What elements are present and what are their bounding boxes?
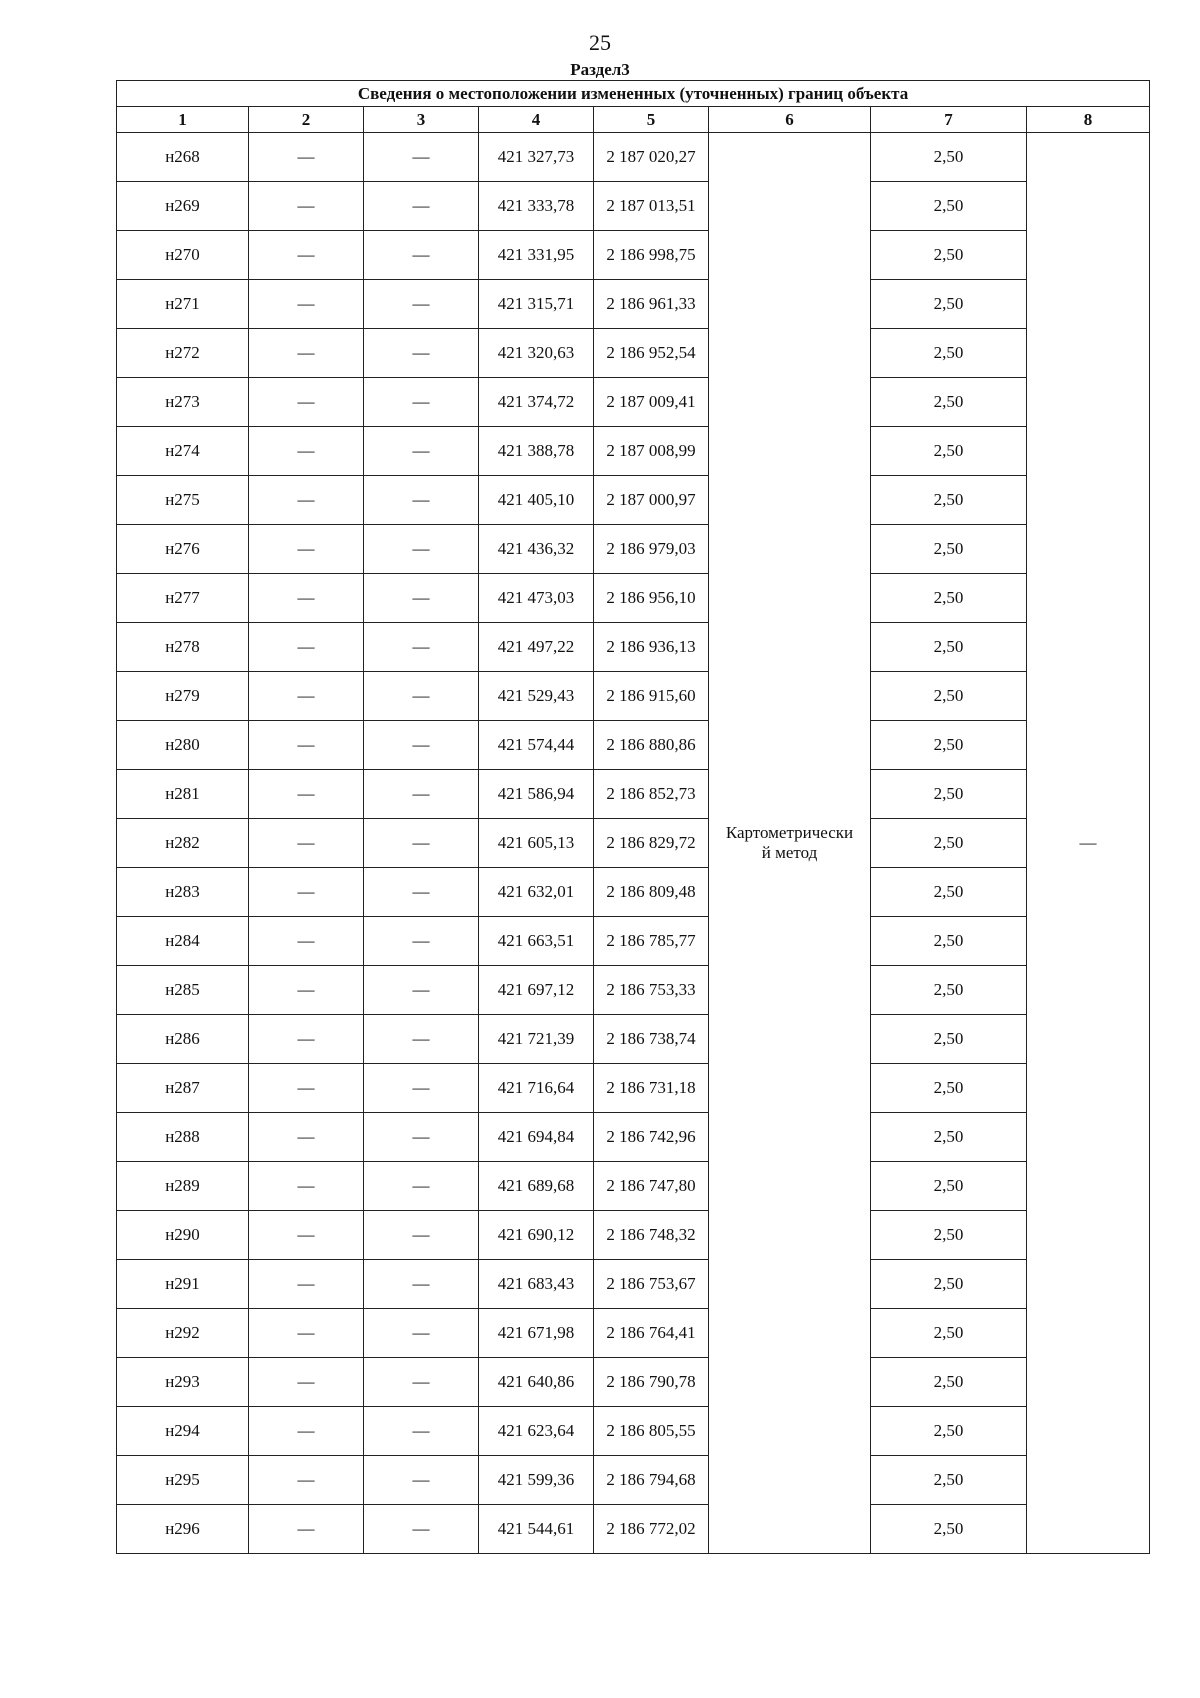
column-number-row	[117, 107, 1150, 133]
table-row	[117, 1162, 1150, 1211]
table-row	[117, 770, 1150, 819]
column3-cell: —	[364, 966, 479, 1015]
point-name-cell: н288	[117, 1113, 249, 1162]
column-number: 2	[249, 107, 364, 133]
y-coordinate-cell: 2 186 829,72	[594, 819, 709, 868]
column2-cell: —	[249, 1456, 364, 1505]
column-number: 6	[709, 107, 871, 133]
x-coordinate-cell: 421 388,78	[479, 427, 594, 476]
x-coordinate-cell: 421 529,43	[479, 672, 594, 721]
y-coordinate-cell: 2 187 013,51	[594, 182, 709, 231]
x-coordinate-cell: 421 694,84	[479, 1113, 594, 1162]
x-coordinate-cell: 421 605,13	[479, 819, 594, 868]
column3-cell: —	[364, 917, 479, 966]
table-row	[117, 868, 1150, 917]
accuracy-cell: 2,50	[871, 770, 1027, 819]
column3-cell: —	[364, 1211, 479, 1260]
point-name-cell: н286	[117, 1015, 249, 1064]
x-coordinate-cell: 421 697,12	[479, 966, 594, 1015]
x-coordinate-cell: 421 716,64	[479, 1064, 594, 1113]
table-row	[117, 525, 1150, 574]
x-coordinate-cell: 421 671,98	[479, 1309, 594, 1358]
accuracy-cell: 2,50	[871, 1309, 1027, 1358]
x-coordinate-cell: 421 405,10	[479, 476, 594, 525]
column3-cell: —	[364, 1358, 479, 1407]
point-name-cell: н289	[117, 1162, 249, 1211]
column2-cell: —	[249, 476, 364, 525]
y-coordinate-cell: 2 186 998,75	[594, 231, 709, 280]
y-coordinate-cell: 2 186 961,33	[594, 280, 709, 329]
table-row	[117, 1309, 1150, 1358]
column-number: 5	[594, 107, 709, 133]
y-coordinate-cell: 2 186 742,96	[594, 1113, 709, 1162]
y-coordinate-cell: 2 187 020,27	[594, 133, 709, 182]
y-coordinate-cell: 2 187 008,99	[594, 427, 709, 476]
column2-cell: —	[249, 672, 364, 721]
point-name-cell: н294	[117, 1407, 249, 1456]
column3-cell: —	[364, 1015, 479, 1064]
point-name-cell: н269	[117, 182, 249, 231]
column3-cell: —	[364, 819, 479, 868]
column3-cell: —	[364, 231, 479, 280]
point-name-cell: н291	[117, 1260, 249, 1309]
x-coordinate-cell: 421 497,22	[479, 623, 594, 672]
y-coordinate-cell: 2 186 956,10	[594, 574, 709, 623]
point-name-cell: н287	[117, 1064, 249, 1113]
accuracy-cell: 2,50	[871, 917, 1027, 966]
point-name-cell: н275	[117, 476, 249, 525]
column3-cell: —	[364, 329, 479, 378]
column2-cell: —	[249, 868, 364, 917]
point-name-cell: н284	[117, 917, 249, 966]
y-coordinate-cell: 2 186 753,33	[594, 966, 709, 1015]
accuracy-cell: 2,50	[871, 721, 1027, 770]
x-coordinate-cell: 421 374,72	[479, 378, 594, 427]
column-number: 3	[364, 107, 479, 133]
column2-cell: —	[249, 1358, 364, 1407]
table-row	[117, 476, 1150, 525]
accuracy-cell: 2,50	[871, 868, 1027, 917]
table-row	[117, 966, 1150, 1015]
column3-cell: —	[364, 525, 479, 574]
accuracy-cell: 2,50	[871, 525, 1027, 574]
table-row	[117, 574, 1150, 623]
table-row	[117, 133, 1150, 182]
column2-cell: —	[249, 133, 364, 182]
y-coordinate-cell: 2 186 915,60	[594, 672, 709, 721]
accuracy-cell: 2,50	[871, 1162, 1027, 1211]
section-label: Раздел3	[570, 60, 630, 79]
y-coordinate-cell: 2 186 790,78	[594, 1358, 709, 1407]
accuracy-cell: 2,50	[871, 1211, 1027, 1260]
point-name-cell: н292	[117, 1309, 249, 1358]
column8-cell: —	[1027, 133, 1150, 1554]
y-coordinate-cell: 2 186 748,32	[594, 1211, 709, 1260]
x-coordinate-cell: 421 544,61	[479, 1505, 594, 1554]
x-coordinate-cell: 421 640,86	[479, 1358, 594, 1407]
x-coordinate-cell: 421 436,32	[479, 525, 594, 574]
x-coordinate-cell: 421 683,43	[479, 1260, 594, 1309]
point-name-cell: н295	[117, 1456, 249, 1505]
table-row	[117, 182, 1150, 231]
column2-cell: —	[249, 966, 364, 1015]
column2-cell: —	[249, 917, 364, 966]
y-coordinate-cell: 2 186 794,68	[594, 1456, 709, 1505]
column2-cell: —	[249, 280, 364, 329]
y-coordinate-cell: 2 186 936,13	[594, 623, 709, 672]
column2-cell: —	[249, 1505, 364, 1554]
y-coordinate-cell: 2 186 772,02	[594, 1505, 709, 1554]
column3-cell: —	[364, 1505, 479, 1554]
column2-cell: —	[249, 1064, 364, 1113]
point-name-cell: н279	[117, 672, 249, 721]
column3-cell: —	[364, 623, 479, 672]
column2-cell: —	[249, 427, 364, 476]
column3-cell: —	[364, 1456, 479, 1505]
x-coordinate-cell: 421 320,63	[479, 329, 594, 378]
accuracy-cell: 2,50	[871, 1505, 1027, 1554]
x-coordinate-cell: 421 327,73	[479, 133, 594, 182]
table-row	[117, 672, 1150, 721]
y-coordinate-cell: 2 186 747,80	[594, 1162, 709, 1211]
table-row	[117, 1064, 1150, 1113]
column2-cell: —	[249, 1113, 364, 1162]
column2-cell: —	[249, 1309, 364, 1358]
point-name-cell: н278	[117, 623, 249, 672]
x-coordinate-cell: 421 689,68	[479, 1162, 594, 1211]
column3-cell: —	[364, 868, 479, 917]
accuracy-cell: 2,50	[871, 574, 1027, 623]
accuracy-cell: 2,50	[871, 378, 1027, 427]
table-row	[117, 1211, 1150, 1260]
column3-cell: —	[364, 133, 479, 182]
x-coordinate-cell: 421 599,36	[479, 1456, 594, 1505]
column2-cell: —	[249, 1211, 364, 1260]
column2-cell: —	[249, 378, 364, 427]
point-name-cell: н285	[117, 966, 249, 1015]
column3-cell: —	[364, 182, 479, 231]
column3-cell: —	[364, 378, 479, 427]
method-text-line2: й метод	[761, 843, 818, 862]
accuracy-cell: 2,50	[871, 476, 1027, 525]
column2-cell: —	[249, 1015, 364, 1064]
accuracy-cell: 2,50	[871, 623, 1027, 672]
y-coordinate-cell: 2 186 764,41	[594, 1309, 709, 1358]
column2-cell: —	[249, 231, 364, 280]
column-number: 8	[1027, 107, 1150, 133]
column3-cell: —	[364, 770, 479, 819]
column3-cell: —	[364, 280, 479, 329]
column3-cell: —	[364, 427, 479, 476]
column3-cell: —	[364, 1309, 479, 1358]
accuracy-cell: 2,50	[871, 1260, 1027, 1309]
point-name-cell: н280	[117, 721, 249, 770]
y-coordinate-cell: 2 186 952,54	[594, 329, 709, 378]
y-coordinate-cell: 2 186 738,74	[594, 1015, 709, 1064]
table-row	[117, 1505, 1150, 1554]
column2-cell: —	[249, 623, 364, 672]
accuracy-cell: 2,50	[871, 819, 1027, 868]
x-coordinate-cell: 421 574,44	[479, 721, 594, 770]
accuracy-cell: 2,50	[871, 133, 1027, 182]
column3-cell: —	[364, 1064, 479, 1113]
table-row	[117, 1358, 1150, 1407]
column-number: 1	[117, 107, 249, 133]
page-number: 25	[589, 30, 611, 55]
x-coordinate-cell: 421 331,95	[479, 231, 594, 280]
point-name-cell: н272	[117, 329, 249, 378]
point-name-cell: н270	[117, 231, 249, 280]
table-row	[117, 1015, 1150, 1064]
column3-cell: —	[364, 1113, 479, 1162]
column3-cell: —	[364, 1407, 479, 1456]
column2-cell: —	[249, 721, 364, 770]
table-row	[117, 329, 1150, 378]
table-row	[117, 280, 1150, 329]
point-name-cell: н282	[117, 819, 249, 868]
coordinates-table	[116, 80, 1150, 1554]
accuracy-cell: 2,50	[871, 1407, 1027, 1456]
point-name-cell: н283	[117, 868, 249, 917]
point-name-cell: н277	[117, 574, 249, 623]
x-coordinate-cell: 421 473,03	[479, 574, 594, 623]
column3-cell: —	[364, 574, 479, 623]
column-number: 4	[479, 107, 594, 133]
column3-cell: —	[364, 1260, 479, 1309]
column2-cell: —	[249, 1260, 364, 1309]
table-row	[117, 1113, 1150, 1162]
y-coordinate-cell: 2 186 979,03	[594, 525, 709, 574]
x-coordinate-cell: 421 623,64	[479, 1407, 594, 1456]
table-row	[117, 378, 1150, 427]
x-coordinate-cell: 421 632,01	[479, 868, 594, 917]
point-name-cell: н276	[117, 525, 249, 574]
y-coordinate-cell: 2 186 753,67	[594, 1260, 709, 1309]
y-coordinate-cell: 2 186 880,86	[594, 721, 709, 770]
x-coordinate-cell: 421 315,71	[479, 280, 594, 329]
table-row	[117, 1407, 1150, 1456]
y-coordinate-cell: 2 186 731,18	[594, 1064, 709, 1113]
point-name-cell: н296	[117, 1505, 249, 1554]
column-number: 7	[871, 107, 1027, 133]
accuracy-cell: 2,50	[871, 231, 1027, 280]
accuracy-cell: 2,50	[871, 1456, 1027, 1505]
point-name-cell: н293	[117, 1358, 249, 1407]
column2-cell: —	[249, 1407, 364, 1456]
method-cell	[709, 133, 871, 1554]
accuracy-cell: 2,50	[871, 1015, 1027, 1064]
y-coordinate-cell: 2 187 009,41	[594, 378, 709, 427]
y-coordinate-cell: 2 187 000,97	[594, 476, 709, 525]
accuracy-cell: 2,50	[871, 1113, 1027, 1162]
point-name-cell: н281	[117, 770, 249, 819]
table-row	[117, 1456, 1150, 1505]
table-row	[117, 1260, 1150, 1309]
table-row	[117, 231, 1150, 280]
column3-cell: —	[364, 476, 479, 525]
x-coordinate-cell: 421 721,39	[479, 1015, 594, 1064]
column2-cell: —	[249, 574, 364, 623]
column2-cell: —	[249, 182, 364, 231]
x-coordinate-cell: 421 586,94	[479, 770, 594, 819]
column2-cell: —	[249, 525, 364, 574]
column2-cell: —	[249, 819, 364, 868]
y-coordinate-cell: 2 186 852,73	[594, 770, 709, 819]
column2-cell: —	[249, 770, 364, 819]
y-coordinate-cell: 2 186 805,55	[594, 1407, 709, 1456]
method-text-line1: Картометрически	[725, 823, 854, 842]
point-name-cell: н271	[117, 280, 249, 329]
x-coordinate-cell: 421 663,51	[479, 917, 594, 966]
column3-cell: —	[364, 672, 479, 721]
x-coordinate-cell: 421 333,78	[479, 182, 594, 231]
accuracy-cell: 2,50	[871, 672, 1027, 721]
table-row	[117, 623, 1150, 672]
point-name-cell: н290	[117, 1211, 249, 1260]
x-coordinate-cell: 421 690,12	[479, 1211, 594, 1260]
accuracy-cell: 2,50	[871, 966, 1027, 1015]
table-row	[117, 917, 1150, 966]
accuracy-cell: 2,50	[871, 1358, 1027, 1407]
column2-cell: —	[249, 329, 364, 378]
accuracy-cell: 2,50	[871, 1064, 1027, 1113]
table-row	[117, 819, 1150, 868]
table-caption: Сведения о местоположении измененных (уточненных) границ объекта	[117, 81, 1150, 107]
point-name-cell: н273	[117, 378, 249, 427]
table-body	[117, 133, 1150, 1554]
y-coordinate-cell: 2 186 785,77	[594, 917, 709, 966]
accuracy-cell: 2,50	[871, 280, 1027, 329]
column2-cell: —	[249, 1162, 364, 1211]
table-row	[117, 721, 1150, 770]
table-row	[117, 427, 1150, 476]
column3-cell: —	[364, 1162, 479, 1211]
point-name-cell: н274	[117, 427, 249, 476]
accuracy-cell: 2,50	[871, 427, 1027, 476]
point-name-cell: н268	[117, 133, 249, 182]
column3-cell: —	[364, 721, 479, 770]
accuracy-cell: 2,50	[871, 182, 1027, 231]
y-coordinate-cell: 2 186 809,48	[594, 868, 709, 917]
accuracy-cell: 2,50	[871, 329, 1027, 378]
